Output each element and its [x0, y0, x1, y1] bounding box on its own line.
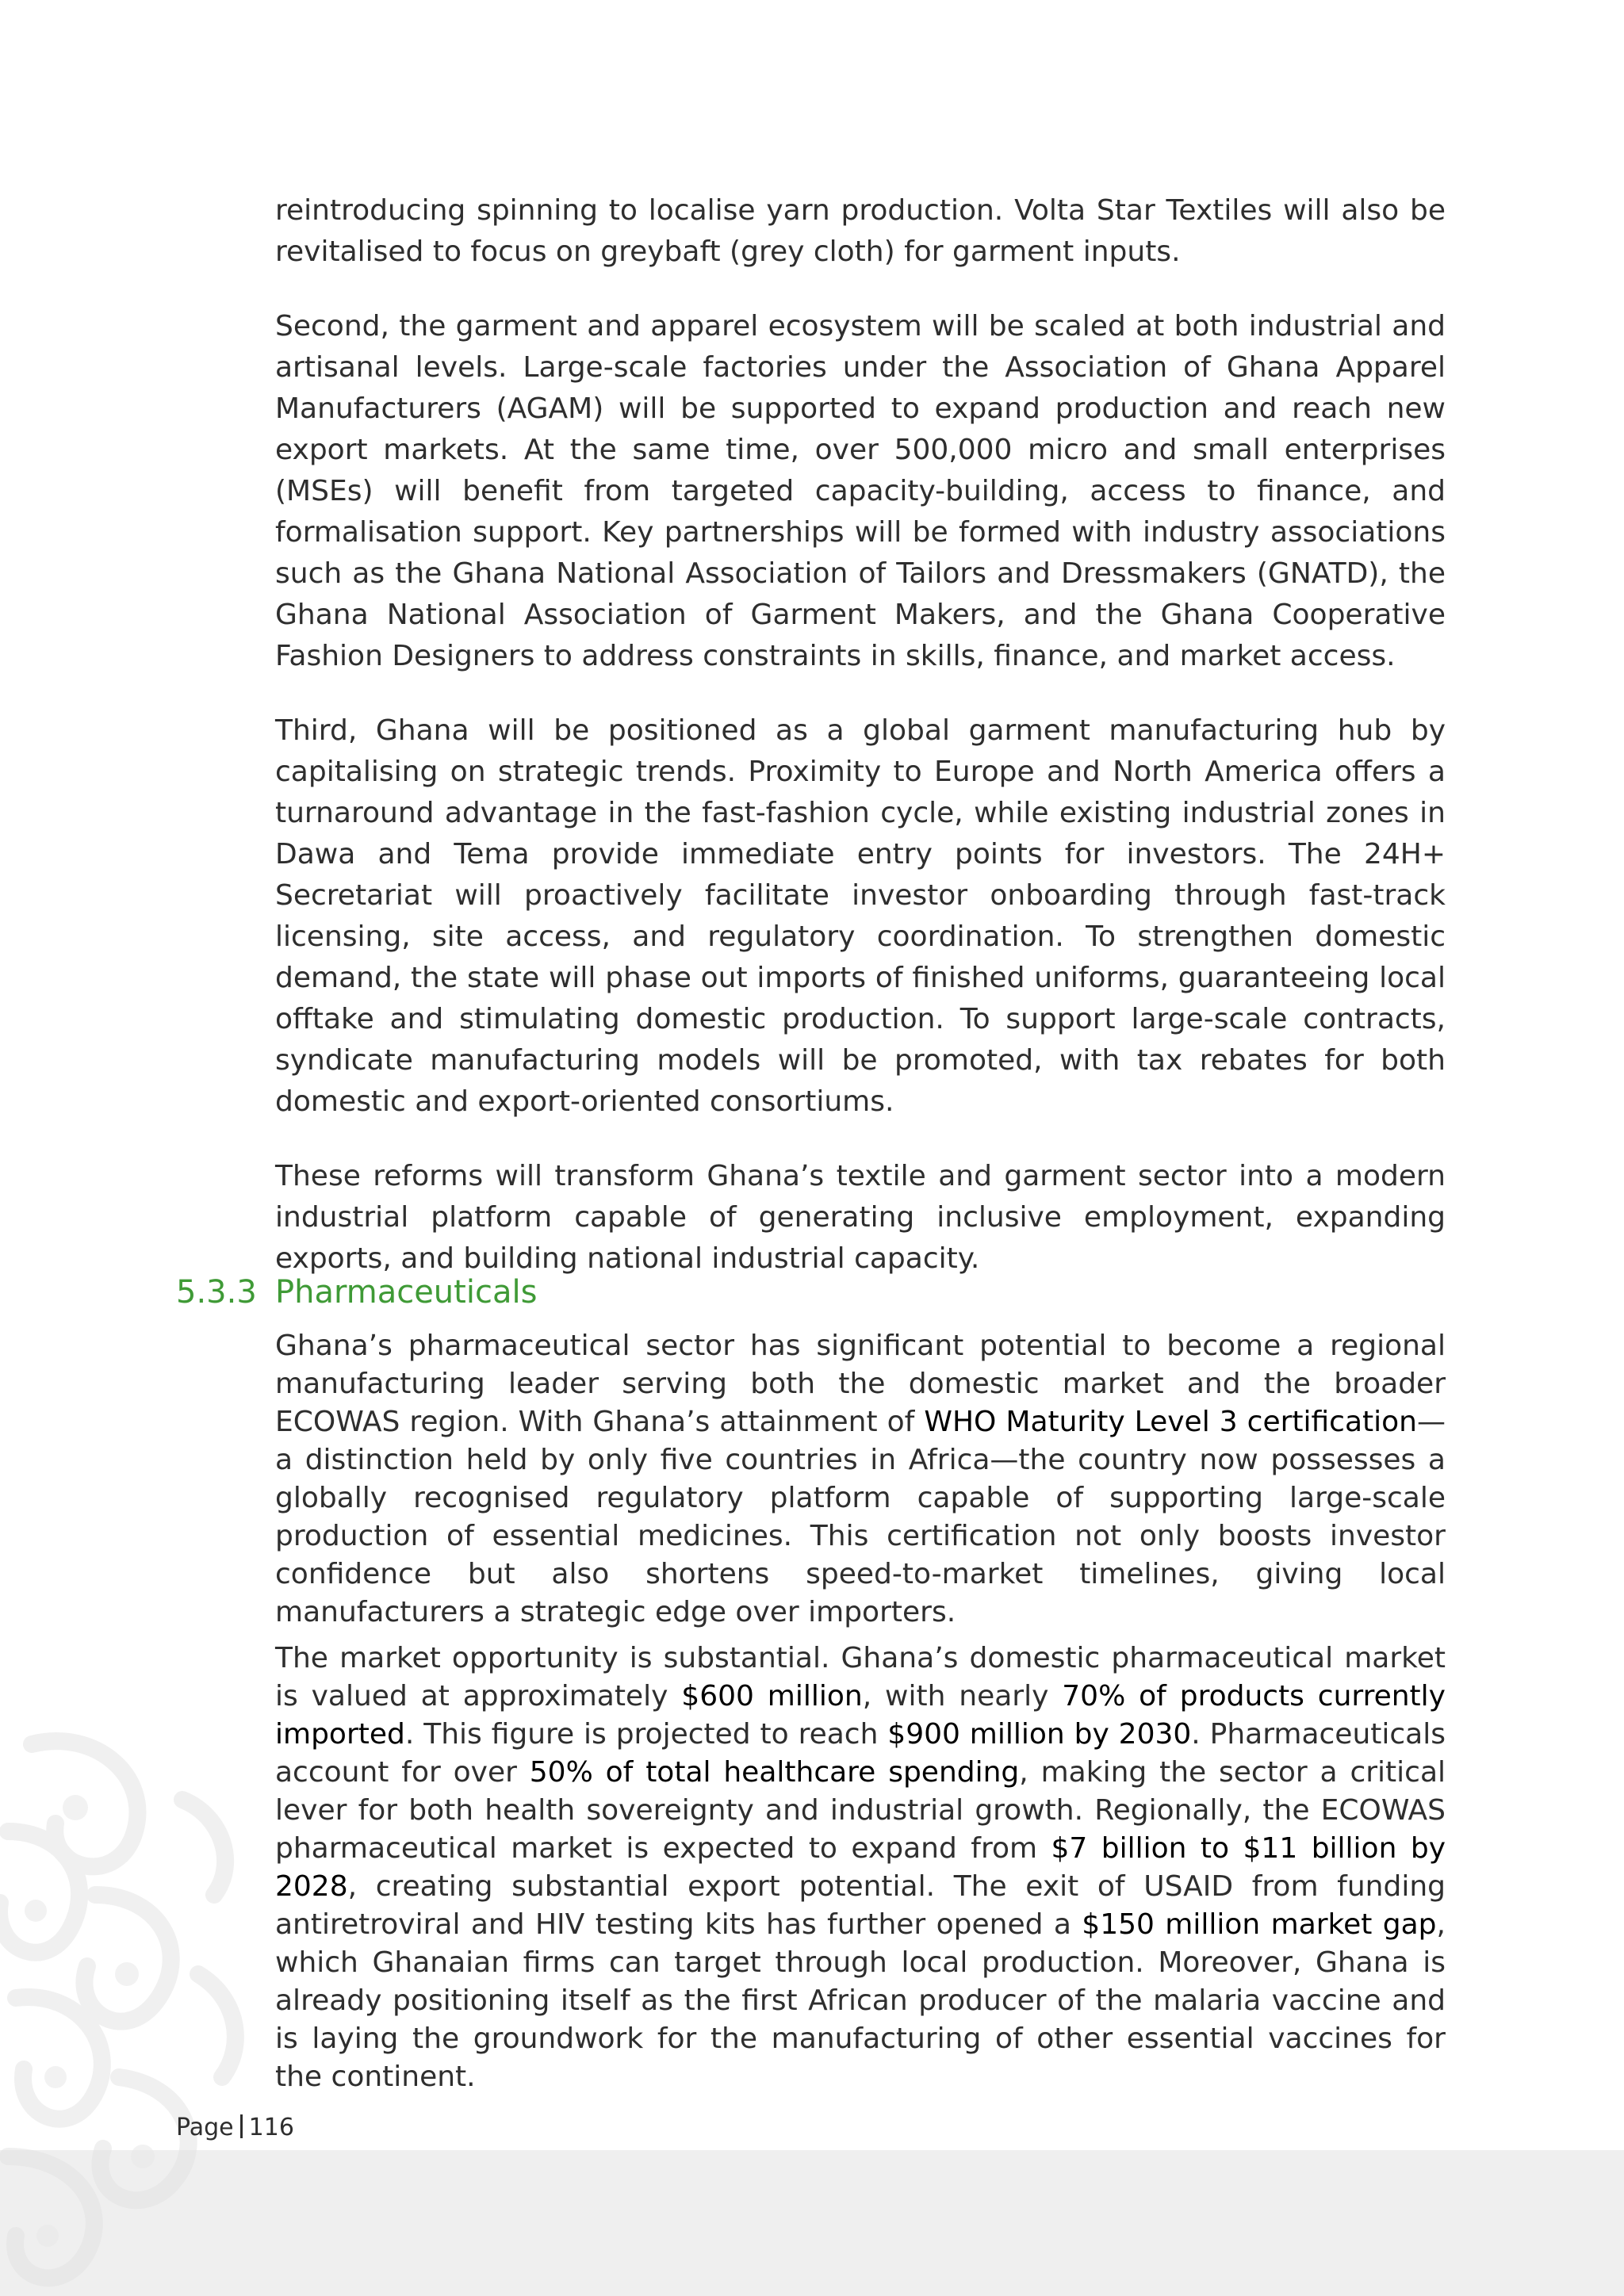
paragraph-textile-spinning: reintroducing spinning to localise yarn production. Volta Star Textiles will also be revitalised to focus on greybaft (grey cloth) for garment inputs. [275, 194, 1446, 268]
text-run: , making the sector a critical lever for both health sovereignty and industrial growth. Regionally, the ECOWAS pharmaceutical market is expected to expand from [275, 1756, 1446, 1865]
main-content [275, 190, 1446, 1280]
page-separator [240, 2114, 243, 2138]
text-run: , with nearly [862, 1680, 1063, 1712]
decorative-pattern-watermark [0, 1712, 262, 2296]
page-number [176, 2112, 294, 2144]
page-label: Page [176, 2114, 234, 2141]
text-run: —a distinction held by only five countries in Africa—the country now possesses a globally recognised regulatory platform capable of supporting large-scale production of essential medicines. This certification not only boosts investor confidence but also shortens speed-to-market timelines, giving local manufacturers a strategic edge over importers. [275, 1406, 1446, 1628]
text-run: . This figure is projected to reach [404, 1718, 888, 1751]
highlight-healthcare-spending: 50% of total healthcare spending [529, 1756, 1020, 1789]
text-run: The market opportunity is substantial. Ghana’s domestic pharmaceutical market is valued at approximately [275, 1642, 1446, 1712]
highlight-market-gap: $150 million market gap [1082, 1908, 1437, 1941]
text-run: Ghana’s pharmaceutical sector has significant potential to become a regional manufacturing leader serving both the domestic market and the broader ECOWAS region. With Ghana’s attainment of [275, 1330, 1446, 1438]
paragraph-manufacturing-hub: Third, Ghana will be positioned as a global garment manufacturing hub by capitalising on strategic trends. Proximity to Europe and North America offers a turnaround advantage in the fast-fashion cycle, while existing industrial zones in Dawa and Tema provide immediate entry points for investors. The 24H+ Secretariat will proactively facilitate investor onboarding through fast-track licensing, site access, and regulatory coordination. To strengthen domestic demand, the state will phase out imports of finished uniforms, guaranteeing local offtake and stimulating domestic production. To support large-scale contracts, syndicate manufacturing models will be promoted, with tax rebates for both domestic and export-oriented consortiums. [275, 714, 1446, 1118]
paragraph-reforms-summary: These reforms will transform Ghana’s textile and garment sector into a modern industrial platform capable of generating inclusive employment, expanding exports, and building national industrial capacity. [275, 1160, 1446, 1275]
highlight-imported-share: 70% of products currently imported [275, 1680, 1446, 1751]
highlight-ecowas-market: $7 billion to $11 billion by 2028 [275, 1832, 1446, 1903]
paragraph-market-opportunity [275, 1640, 1446, 2096]
highlight-market-value: $600 million [681, 1680, 863, 1712]
section-number: 5.3.3 [176, 1274, 257, 1311]
text-run: , which Ghanaian firms can target through local production. Moreover, Ghana is already positioning itself as the first African producer of the malaria vaccine and is laying the groundwork for the manufacturing of other essential vaccines for the continent. [275, 1908, 1446, 2093]
highlight-who-certification: WHO Maturity Level 3 certification [924, 1406, 1417, 1438]
highlight-projection-2030: $900 million by 2030 [887, 1718, 1192, 1751]
section-title: Pharmaceuticals [275, 1274, 538, 1311]
text-run: , creating substantial export potential. The exit of USAID from funding antiretroviral and HIV testing kits has further opened a [275, 1870, 1446, 1941]
section-body [275, 1327, 1446, 2096]
page-number-value: 116 [248, 2114, 294, 2141]
section-heading [176, 1272, 537, 1313]
paragraph-pharma-potential [275, 1327, 1446, 1632]
text-run: . Pharmaceuticals account for over [275, 1718, 1446, 1789]
paragraph-garment-ecosystem: Second, the garment and apparel ecosystem will be scaled at both industrial and artisanal levels. Large-scale factories under the Association of Ghana Apparel Manufacturers (AGAM) will be supported to expand production and reach new export markets. At the same time, over 500,000 micro and small enterprises (MSEs) will benefit from targeted capacity-building, access to finance, and formalisation support. Key partnerships will be formed with industry associations such as the Ghana National Association of Tailors and Dressmakers (GNATD), the Ghana National Association of Garment Makers, and the Ghana Cooperative Fashion Designers to address constraints in skills, finance, and market access. [275, 310, 1446, 672]
